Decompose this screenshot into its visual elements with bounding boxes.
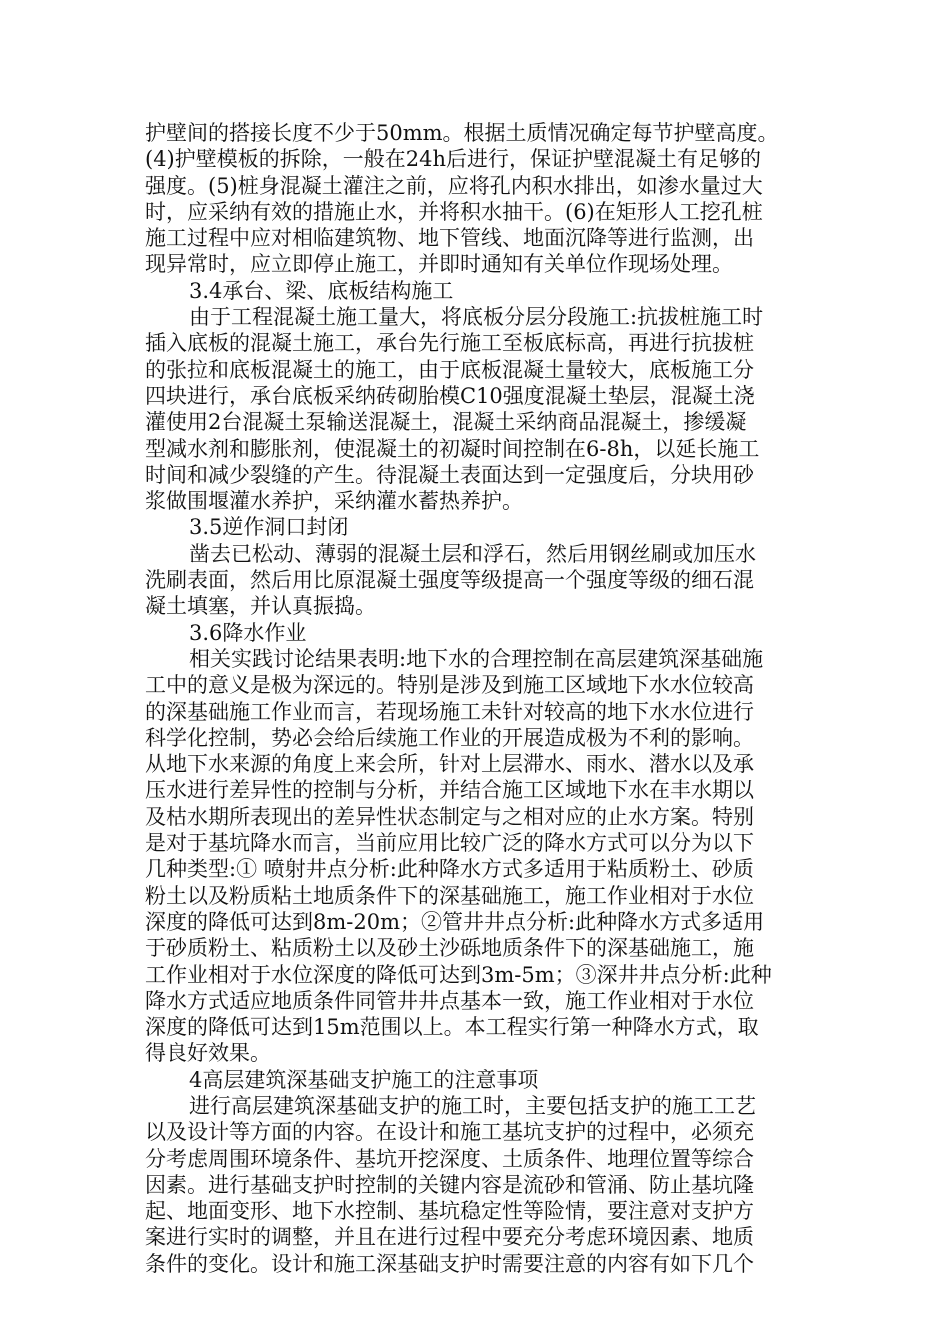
text-line: 护壁间的搭接长度不少于50mm。根据土质情况确定每节护壁高度。 bbox=[145, 121, 779, 145]
text-line: 压水进行差异性的控制与分析，并结合施工区域地下水在丰水期以 bbox=[145, 778, 754, 803]
text-line: (4)护壁模板的拆除，一般在24h后进行，保证护壁混凝土有足够的 bbox=[145, 147, 761, 172]
text-line: 四块进行，承台底板采纳砖砌胎模C10强度混凝土垫层，混凝土浇 bbox=[145, 383, 755, 408]
text-line: 起、地面变形、地下水控制、基坑稳定性等险情，要注意对支护方 bbox=[145, 1199, 754, 1224]
text-line: 因素。进行基础支护时控制的关键内容是流砂和管涌、防止基坑隆 bbox=[145, 1172, 754, 1197]
text-line: 得良好效果。 bbox=[145, 1041, 271, 1066]
paragraph-start-line: 相关实践讨论结果表明:地下水的合理控制在高层建筑深基础施 bbox=[189, 646, 764, 671]
text-line: 分考虑周围环境条件、基坑开挖深度、土质条件、地理位置等综合 bbox=[145, 1146, 754, 1171]
section-heading: 3.4承台、梁、底板结构施工 bbox=[189, 278, 454, 303]
text-line: 条件的变化。设计和施工深基础支护时需要注意的内容有如下几个 bbox=[145, 1251, 754, 1276]
paragraph-start-line: 凿去已松动、薄弱的混凝土层和浮石，然后用钢丝刷或加压水 bbox=[189, 541, 756, 566]
document-body bbox=[145, 120, 805, 1277]
text-line: 洗刷表面，然后用比原混凝土强度等级提高一个强度等级的细石混 bbox=[145, 568, 754, 593]
text-line: 以及设计等方面的内容。在设计和施工基坑支护的过程中，必须充 bbox=[145, 1120, 754, 1145]
text-line: 时，应采纳有效的措施止水，并将积水抽干。(6)在矩形人工挖孔桩 bbox=[145, 199, 763, 224]
text-line: 时间和减少裂缝的产生。待混凝土表面达到一定强度后，分块用砂 bbox=[145, 462, 754, 487]
text-line: 科学化控制，势必会给后续施工作业的开展造成极为不利的影响。 bbox=[145, 725, 754, 750]
text-line: 施工过程中应对相临建筑物、地下管线、地面沉降等进行监测，出 bbox=[145, 226, 754, 251]
text-line: 的张拉和底板混凝土的施工，由于底板混凝土量较大，底板施工分 bbox=[145, 357, 754, 382]
text-line: 强度。(5)桩身混凝土灌注之前，应将孔内积水排出，如渗水量过大 bbox=[145, 173, 763, 198]
text-line: 现异常时，应立即停止施工，并即时通知有关单位作现场处理。 bbox=[145, 252, 733, 277]
text-line: 于砂质粉土、粘质粉土以及砂土沙砾地质条件下的深基础施工，施 bbox=[145, 936, 754, 961]
text-line: 型减水剂和膨胀剂，使混凝土的初凝时间控制在6-8h，以延长施工 bbox=[145, 436, 760, 461]
text-line: 案进行实时的调整，并且在进行过程中要充分考虑环境因素、地质 bbox=[145, 1225, 754, 1250]
text-line: 粉土以及粉质粘土地质条件下的深基础施工，施工作业相对于水位 bbox=[145, 883, 754, 908]
section-heading: 4高层建筑深基础支护施工的注意事项 bbox=[189, 1067, 539, 1092]
text-line: 降水方式适应地质条件同管井井点基本一致，施工作业相对于水位 bbox=[145, 988, 754, 1013]
section-heading: 3.5逆作洞口封闭 bbox=[189, 515, 349, 540]
text-line: 工作业相对于水位深度的降低可达到3m-5m；③深井井点分析:此种 bbox=[145, 962, 772, 987]
paragraph-start-line: 进行高层建筑深基础支护的施工时，主要包括支护的施工工艺 bbox=[189, 1093, 756, 1118]
text-line: 深度的降低可达到8m-20m；②管井井点分析:此种降水方式多适用 bbox=[145, 909, 765, 934]
text-line: 浆做围堰灌水养护，采纳灌水蓄热养护。 bbox=[145, 489, 523, 514]
text-line: 插入底板的混凝土施工，承台先行施工至板底标高，再进行抗拔桩 bbox=[145, 331, 754, 356]
text-line: 是对于基坑降水而言，当前应用比较广泛的降水方式可以分为以下 bbox=[145, 831, 754, 856]
text-line: 从地下水来源的角度上来会所，针对上层滞水、雨水、潜水以及承 bbox=[145, 752, 754, 777]
section-heading: 3.6降水作业 bbox=[189, 620, 307, 645]
text-line: 深度的降低可达到15m范围以上。本工程实行第一种降水方式，取 bbox=[145, 1015, 759, 1040]
text-line: 几种类型:① 喷射井点分析:此种降水方式多适用于粘质粉土、砂质 bbox=[145, 857, 754, 882]
text-line: 及枯水期所表现出的差异性状态制定与之相对应的止水方案。特别 bbox=[145, 804, 754, 829]
text-line: 凝土填塞，并认真振捣。 bbox=[145, 594, 376, 619]
text-line: 的深基础施工作业而言，若现场施工未针对较高的地下水水位进行 bbox=[145, 699, 754, 724]
text-line: 灌使用2台混凝土泵输送混凝土，混凝土采纳商品混凝土，掺缓凝 bbox=[145, 410, 747, 435]
paragraph-start-line: 由于工程混凝土施工量大，将底板分层分段施工:抗拔桩施工时 bbox=[189, 305, 764, 330]
text-line: 工中的意义是极为深远的。特别是涉及到施工区域地下水水位较高 bbox=[145, 673, 754, 698]
